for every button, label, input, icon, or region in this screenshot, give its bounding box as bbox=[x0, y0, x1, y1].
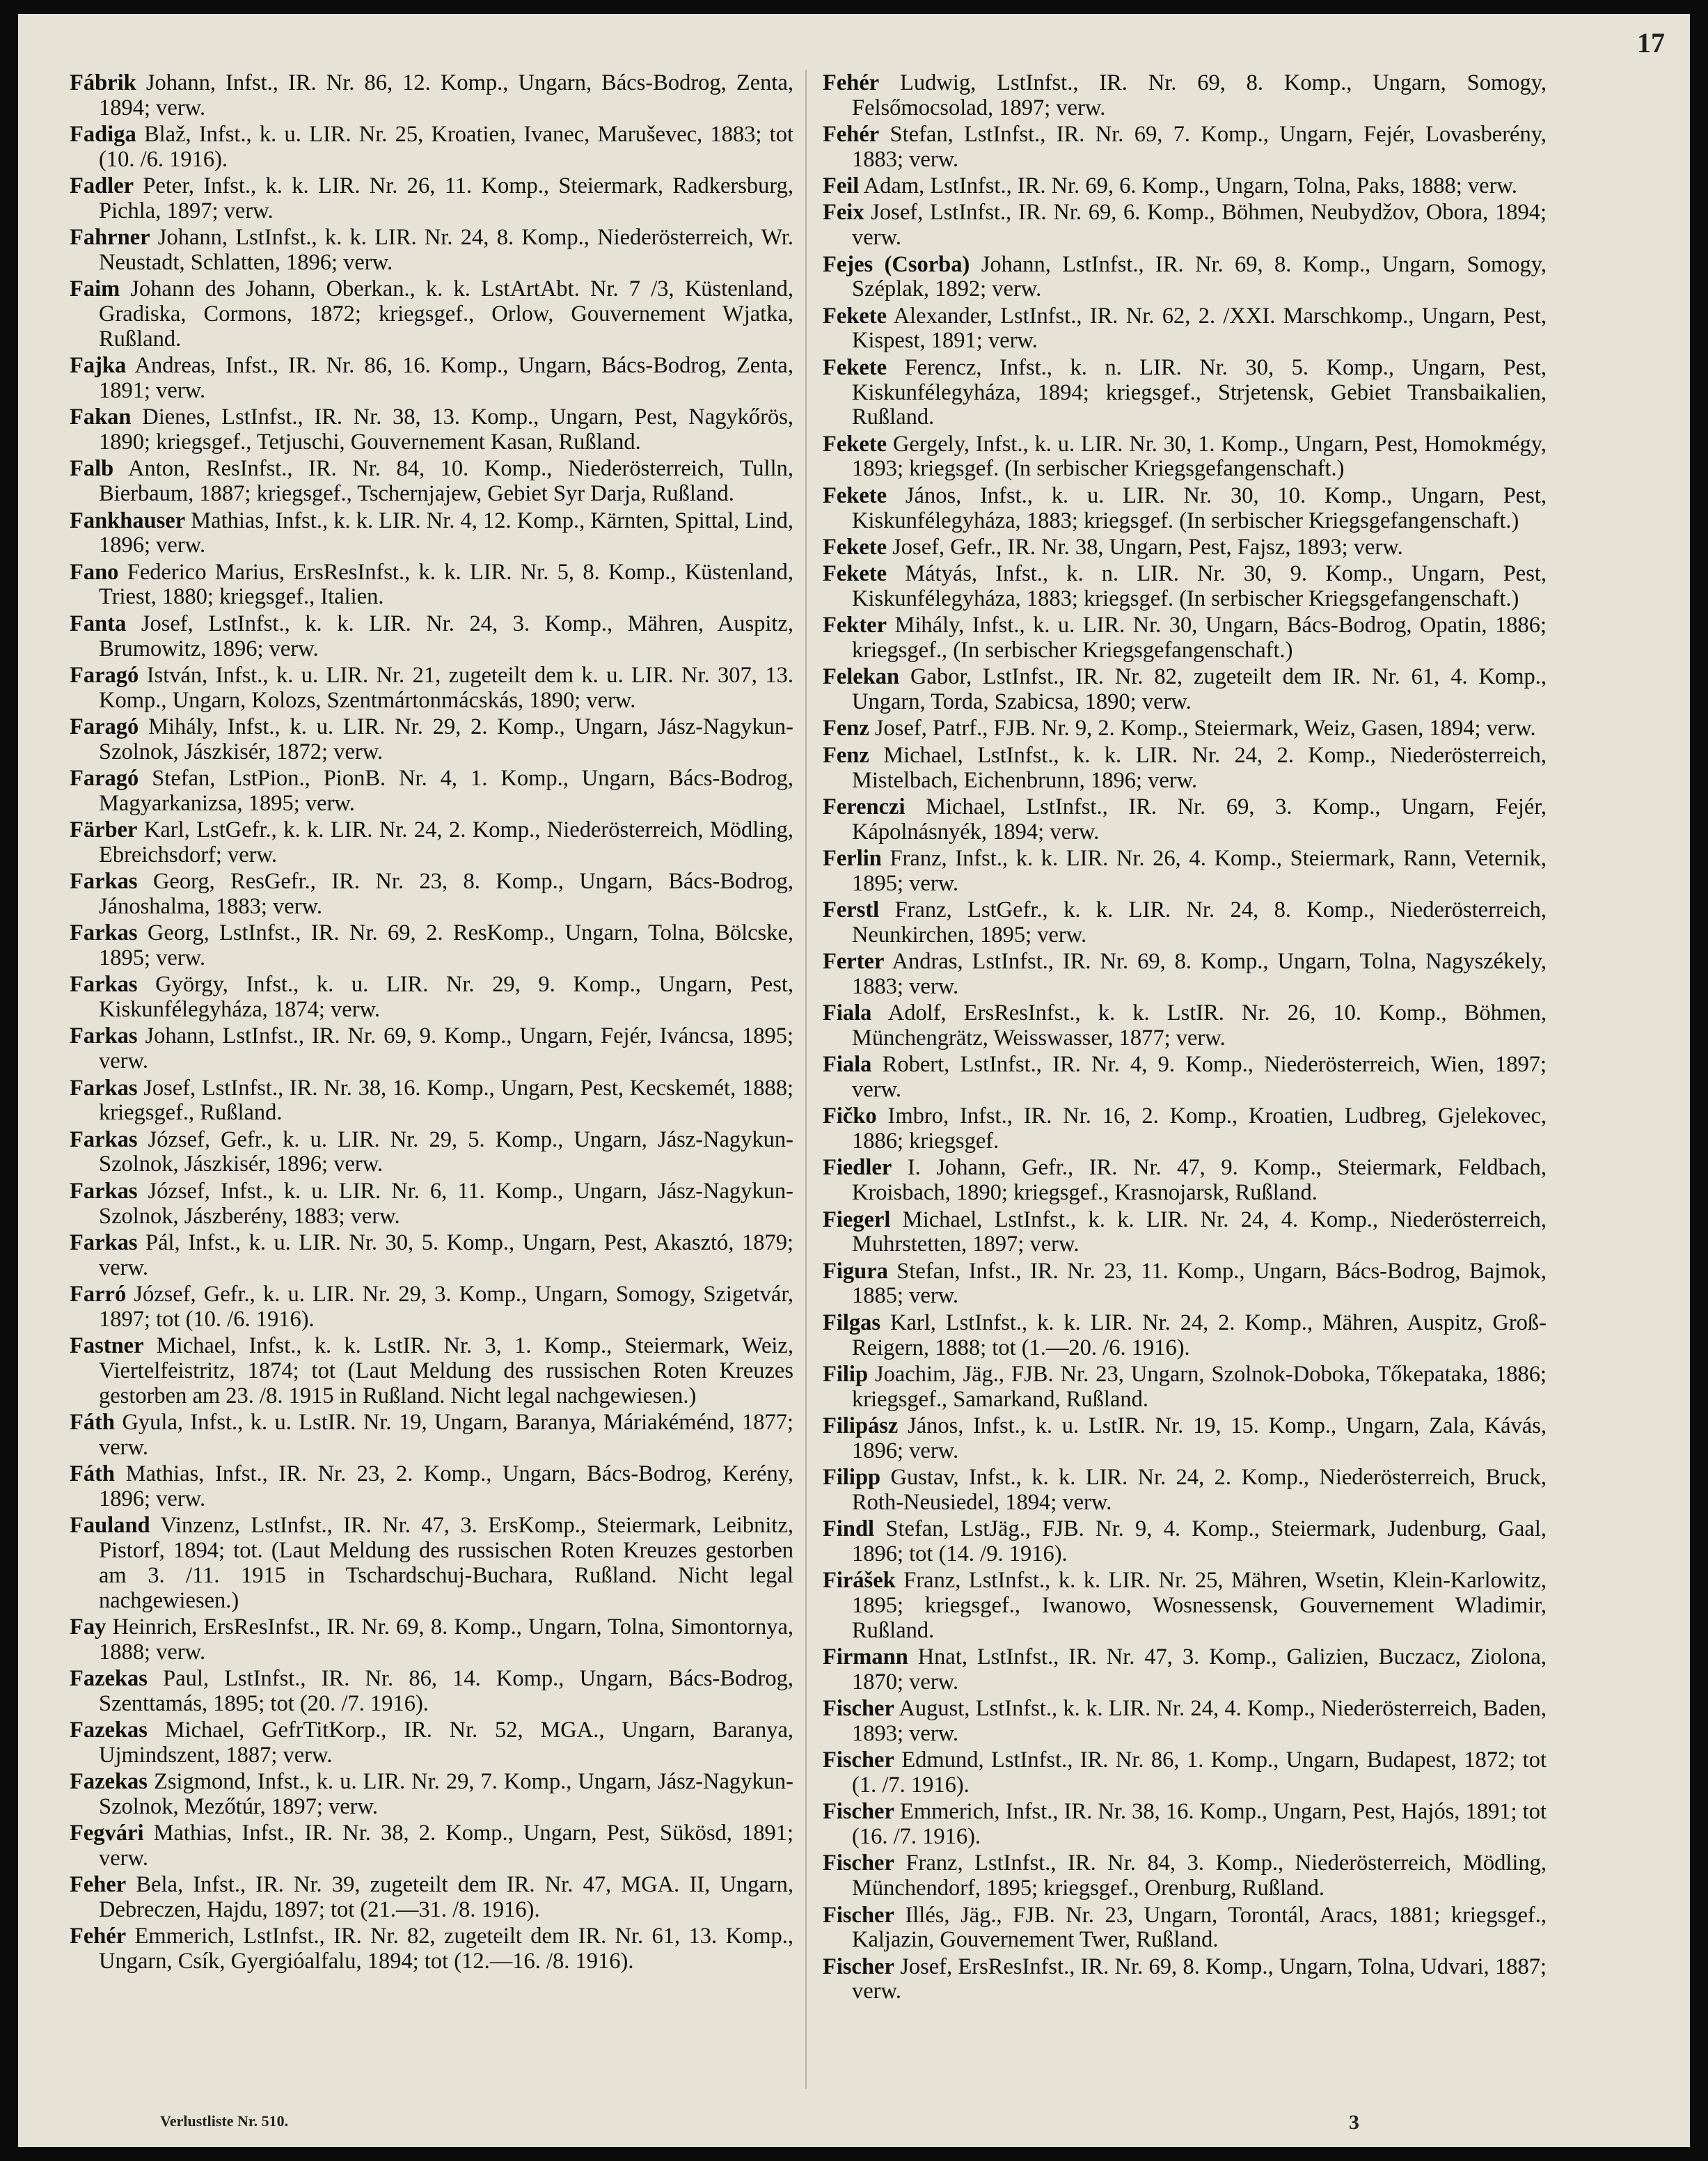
entry-details: Karl, LstInfst., k. k. LIR. Nr. 24, 2. Komp., Mähren, Auspitz, Groß-Reigern, 1888; tot (1.—20. /6. 1916). bbox=[852, 1310, 1547, 1360]
entry-details: György, Infst., k. u. LIR. Nr. 29, 9. Komp., Ungarn, Pest, Kiskunfélegyháza, 1874; verw. bbox=[99, 972, 793, 1023]
entry-details: Franz, LstGefr., k. k. LIR. Nr. 24, 8. Komp., Niederösterreich, Neunkirchen, 1895; verw. bbox=[852, 897, 1547, 948]
entry-surname: Fiedler bbox=[823, 1155, 892, 1181]
casualty-entry bbox=[70, 354, 793, 404]
entry-surname: Farró bbox=[70, 1281, 127, 1307]
casualty-entry bbox=[70, 612, 793, 662]
casualty-entry bbox=[823, 253, 1547, 303]
entry-surname: Fenz bbox=[823, 716, 869, 741]
casualty-entry bbox=[823, 1800, 1547, 1850]
entry-surname: Faragó bbox=[70, 662, 139, 688]
entry-details: Ferencz, Infst., k. n. LIR. Nr. 30, 5. Komp., Ungarn, Pest, Kiskunfélegyháza, 1894; kriegsgef., Strjetensk, Gebiet Transbaikalien, Rußland. bbox=[852, 354, 1547, 430]
casualty-entry bbox=[823, 535, 1547, 560]
casualty-entry bbox=[70, 560, 793, 611]
casualty-entry bbox=[823, 1001, 1547, 1051]
casualty-entry bbox=[823, 123, 1547, 173]
entry-details: Franz, LstInfst., k. k. LIR. Nr. 25, Mähren, Wsetin, Klein-Karlowitz, 1895; kriegsgef., Iwanowo, Wosnessensk, Gouvernement Wladimir, Rußland. bbox=[852, 1568, 1547, 1643]
entry-details: Josef, LstInfst., k. k. LIR. Nr. 24, 3. Komp., Mähren, Auspitz, Brumowitz, 1896; verw. bbox=[99, 611, 793, 661]
entry-surname: Fekete bbox=[823, 303, 887, 329]
entry-surname: Fankhauser bbox=[70, 508, 186, 533]
casualty-entry bbox=[823, 1748, 1547, 1798]
casualty-entry bbox=[823, 795, 1547, 845]
entry-surname: Fekete bbox=[823, 482, 887, 508]
entry-surname: Fekete bbox=[823, 431, 887, 457]
casualty-entry bbox=[70, 277, 793, 352]
casualty-entry bbox=[823, 1697, 1547, 1747]
entry-surname: Filipp bbox=[823, 1465, 881, 1491]
entry-surname: Firmann bbox=[823, 1644, 908, 1670]
casualty-entry bbox=[70, 1282, 793, 1333]
casualty-entry bbox=[70, 1615, 793, 1665]
entry-details: Zsigmond, Infst., k. u. LIR. Nr. 29, 7. Komp., Ungarn, Jász-Nagykun-Szolnok, Mezőtúr, 1897; verw. bbox=[99, 1769, 793, 1819]
entry-surname: Feher bbox=[70, 1872, 127, 1898]
casualty-entry bbox=[70, 663, 793, 714]
entry-surname: Fiegerl bbox=[823, 1207, 891, 1232]
entry-details: Alexander, LstInfst., IR. Nr. 62, 2. /XXI. Marschkomp., Ungarn, Pest, Kispest, 1891; verw. bbox=[852, 303, 1547, 354]
entry-surname: Falb bbox=[70, 456, 114, 482]
entry-details: Stefan, Infst., IR. Nr. 23, 11. Komp., Ungarn, Bács-Bodrog, Bajmok, 1885; verw. bbox=[852, 1258, 1547, 1309]
entry-details: Mathias, Infst., k. k. LIR. Nr. 4, 12. Komp., Kärnten, Spittal, Lind, 1896; verw. bbox=[99, 508, 793, 558]
entry-details: Andreas, Infst., IR. Nr. 86, 16. Komp., Ungarn, Bács-Bodrog, Zenta, 1891; verw. bbox=[99, 353, 793, 404]
casualty-entry bbox=[823, 174, 1547, 199]
footer-list-number: Verlustliste Nr. 510. bbox=[160, 2112, 289, 2130]
entry-details: Franz, LstInfst., IR. Nr. 84, 3. Komp., Niederösterreich, Mödling, Münchendorf, 1895; kriegsgef., Orenburg, Rußland. bbox=[852, 1850, 1547, 1901]
casualty-entry bbox=[70, 1179, 793, 1229]
casualty-entry bbox=[70, 973, 793, 1023]
entry-surname: Ferlin bbox=[823, 845, 882, 871]
entry-surname: Feil bbox=[823, 173, 860, 199]
entry-details: Illés, Jäg., FJB. Nr. 23, Ungarn, Torontál, Aracs, 1881; kriegsgef., Kaljazin, Gouvernement Twer, Rußland. bbox=[852, 1902, 1547, 1953]
casualty-entry bbox=[823, 71, 1547, 121]
entry-details: Pál, Infst., k. u. LIR. Nr. 30, 5. Komp., Ungarn, Pest, Akasztó, 1879; verw. bbox=[99, 1229, 793, 1280]
entry-details: Stefan, LstInfst., IR. Nr. 69, 7. Komp., Ungarn, Fejér, Lovasberény, 1883; verw. bbox=[852, 122, 1547, 172]
entry-surname: Fischer bbox=[823, 1902, 894, 1928]
entry-surname: Fischer bbox=[823, 1747, 894, 1773]
entry-surname: Fischer bbox=[823, 1850, 894, 1876]
entry-surname: Fanta bbox=[70, 611, 127, 636]
entry-surname: Faim bbox=[70, 276, 120, 302]
entry-surname: Fehér bbox=[70, 1924, 127, 1949]
entry-surname: Fegvári bbox=[70, 1821, 144, 1846]
entry-surname: Farkas bbox=[70, 920, 138, 946]
entry-details: Emmerich, Infst., IR. Nr. 38, 16. Komp., Ungarn, Pest, Hajós, 1891; tot (16. /7. 1916). bbox=[852, 1799, 1547, 1850]
casualty-entry bbox=[70, 1462, 793, 1512]
entry-details: Gyula, Infst., k. u. LstIR. Nr. 19, Ungarn, Baranya, Máriakéménd, 1877; verw. bbox=[99, 1409, 793, 1460]
entry-details: Johann, LstInfst., IR. Nr. 69, 9. Komp., Ungarn, Fejér, Iváncsa, 1895; verw. bbox=[99, 1023, 793, 1074]
entry-details: Mathias, Infst., IR. Nr. 38, 2. Komp., Ungarn, Pest, Sükösd, 1891; verw. bbox=[99, 1821, 793, 1871]
entry-surname: Ferenczi bbox=[823, 794, 906, 819]
footer-signature-mark: 3 bbox=[1349, 2111, 1359, 2134]
entry-surname: Fáth bbox=[70, 1409, 115, 1435]
entry-details: Franz, Infst., k. k. LIR. Nr. 26, 4. Komp., Steiermark, Rann, Veternik, 1895; verw. bbox=[852, 845, 1547, 896]
casualty-entry bbox=[70, 1924, 793, 1974]
column-divider bbox=[805, 70, 807, 2089]
casualty-entry bbox=[823, 1156, 1547, 1206]
entry-details: I. Johann, Gefr., IR. Nr. 47, 9. Komp., Steiermark, Feldbach, Kroisbach, 1890; kriegsgef., Krasnojarsk, Rußland. bbox=[852, 1155, 1547, 1206]
casualty-entry bbox=[70, 1334, 793, 1408]
entry-details: Josef, LstInfst., IR. Nr. 69, 6. Komp., Böhmen, Neubydžov, Obora, 1894; verw. bbox=[852, 200, 1547, 251]
entry-surname: Fekete bbox=[823, 354, 887, 380]
entry-surname: Figura bbox=[823, 1258, 888, 1284]
casualty-entry bbox=[70, 767, 793, 817]
casualty-entry bbox=[823, 1903, 1547, 1954]
casualty-entry bbox=[823, 1362, 1547, 1413]
entry-details: Adam, LstInfst., IR. Nr. 69, 6. Komp., Ungarn, Tolna, Paks, 1888; verw. bbox=[859, 173, 1517, 199]
entry-surname: Farkas bbox=[70, 1075, 138, 1101]
casualty-entry bbox=[823, 744, 1547, 794]
entry-surname: Farkas bbox=[70, 1178, 138, 1204]
casualty-entry bbox=[823, 356, 1547, 430]
entry-details: Ludwig, LstInfst., IR. Nr. 69, 8. Komp., Ungarn, Somogy, Felsőmocsolad, 1897; verw. bbox=[852, 70, 1547, 120]
casualty-entry bbox=[70, 1410, 793, 1461]
casualty-entry bbox=[70, 226, 793, 276]
entry-details: Johann des Johann, Oberkan., k. k. LstArtAbt. Nr. 7 /3, Küstenland, Gradiska, Cormons, 1872; kriegsgef., Orlow, Gouvernement Wjatka, Rußland. bbox=[99, 276, 793, 352]
casualty-entry bbox=[823, 1053, 1547, 1103]
casualty-entry bbox=[70, 1667, 793, 1717]
entry-surname: Fazekas bbox=[70, 1718, 148, 1743]
entry-details: Federico Marius, ErsResInfst., k. k. LIR. Nr. 5, 8. Komp., Küstenland, Triest, 1880; kriegsgef., Italien. bbox=[99, 559, 793, 610]
entry-details: Michael, LstInfst., k. k. LIR. Nr. 24, 2. Komp., Niederösterreich, Mistelbach, Eichenbrunn, 1896; verw. bbox=[852, 742, 1547, 793]
casualty-entry bbox=[70, 921, 793, 971]
entry-surname: Fekete bbox=[823, 534, 887, 560]
entry-surname: Firášek bbox=[823, 1568, 896, 1594]
entry-details: Johann, LstInfst., k. k. LIR. Nr. 24, 8. Komp., Niederösterreich, Wr. Neustadt, Schlatten, 1896; verw. bbox=[99, 225, 793, 276]
casualty-entry bbox=[70, 1770, 793, 1820]
casualty-entry bbox=[70, 1821, 793, 1871]
casualty-entry bbox=[70, 71, 793, 121]
entry-surname: Faragó bbox=[70, 766, 139, 792]
entry-details: Emmerich, LstInfst., IR. Nr. 82, zugeteilt dem IR. Nr. 61, 13. Komp., Ungarn, Csík, Gyergióalfalu, 1894; tot (12.—16. /8. 1916). bbox=[99, 1924, 793, 1974]
entry-details: János, Infst., k. u. LstIR. Nr. 19, 15. Komp., Ungarn, Zala, Kávás, 1896; verw. bbox=[852, 1413, 1547, 1463]
entry-details: János, Infst., k. u. LIR. Nr. 30, 10. Komp., Ungarn, Pest, Kiskunfélegyháza, 1883; kriegsgef. (In serbischer Kriegsgefangenschaft.) bbox=[852, 482, 1547, 533]
casualty-entry bbox=[70, 715, 793, 765]
entry-surname: Filipász bbox=[823, 1413, 899, 1438]
entry-details: Joachim, Jäg., FJB. Nr. 23, Ungarn, Szolnok-Doboka, Tőkepataka, 1886; kriegsgef., Samarkand, Rußland. bbox=[852, 1361, 1547, 1412]
casualty-entry bbox=[823, 1517, 1547, 1567]
casualty-entry bbox=[823, 304, 1547, 354]
entry-details: Josef, ErsResInfst., IR. Nr. 69, 8. Komp., Ungarn, Tolna, Udvari, 1887; verw. bbox=[852, 1954, 1547, 2004]
entry-surname: Fajka bbox=[70, 353, 127, 379]
casualty-entry bbox=[70, 123, 793, 173]
entry-surname: Filgas bbox=[823, 1310, 881, 1335]
entry-surname: Fejes (Csorba) bbox=[823, 251, 970, 277]
right-column bbox=[823, 71, 1547, 2006]
casualty-entry bbox=[70, 1873, 793, 1923]
entry-surname: Fekete bbox=[823, 561, 887, 587]
entry-details: Adolf, ErsResInfst., k. k. LstIR. Nr. 26, 10. Komp., Böhmen, Münchengrätz, Weisswasser, 1877; verw. bbox=[852, 1000, 1547, 1051]
entry-details: Josef, Gefr., IR. Nr. 38, Ungarn, Pest, Fajsz, 1893; verw. bbox=[887, 534, 1403, 560]
casualty-entry bbox=[823, 484, 1547, 534]
entry-surname: Faragó bbox=[70, 714, 139, 739]
entry-surname: Fehér bbox=[823, 70, 880, 95]
entry-details: Mihály, Infst., k. u. LIR. Nr. 30, Ungarn, Bács-Bodrog, Opatin, 1886; kriegsgef., (In serbischer Kriegsgefangenschaft.) bbox=[852, 613, 1547, 663]
casualty-entry bbox=[70, 457, 793, 507]
casualty-entry bbox=[823, 1208, 1547, 1258]
entry-surname: Fáth bbox=[70, 1461, 115, 1487]
entry-details: József, Gefr., k. u. LIR. Nr. 29, 3. Komp., Ungarn, Somogy, Szigetvár, 1897; tot (10. /6. 1916). bbox=[99, 1281, 793, 1332]
entry-details: Paul, LstInfst., IR. Nr. 86, 14. Komp., Ungarn, Bács-Bodrog, Szenttamás, 1895; tot (20. /7. 1916). bbox=[99, 1665, 793, 1716]
entry-surname: Fauland bbox=[70, 1513, 150, 1539]
casualty-entry bbox=[70, 174, 793, 224]
entry-surname: Fiala bbox=[823, 1000, 872, 1026]
entry-details: Andras, LstInfst., IR. Nr. 69, 8. Komp., Ungarn, Tolna, Nagyszékely, 1883; verw. bbox=[852, 949, 1547, 999]
entry-details: Georg, LstInfst., IR. Nr. 69, 2. ResKomp., Ungarn, Tolna, Bölcske, 1895; verw. bbox=[99, 920, 793, 971]
casualty-entry bbox=[823, 1465, 1547, 1516]
casualty-entry bbox=[823, 898, 1547, 948]
entry-details: Robert, LstInfst., IR. Nr. 4, 9. Komp., Niederösterreich, Wien, 1897; verw. bbox=[852, 1052, 1547, 1103]
entry-surname: Fahrner bbox=[70, 225, 150, 251]
casualty-entry bbox=[823, 665, 1547, 715]
entry-surname: Fábrik bbox=[70, 70, 136, 95]
entry-details: Blaž, Infst., k. u. LIR. Nr. 25, Kroatien, Ivanec, Maruševec, 1883; tot (10. /6. 1916). bbox=[99, 122, 793, 172]
entry-details: István, Infst., k. u. LIR. Nr. 21, zugeteilt dem k. u. LIR. Nr. 307, 13. Komp., Ungarn, Kolozs, Szentmártonmácskás, 1890; verw. bbox=[99, 662, 793, 713]
casualty-entry bbox=[70, 1514, 793, 1613]
entry-details: Michael, Infst., k. k. LstIR. Nr. 3, 1. Komp., Steiermark, Weiz, Viertelfeistritz, 1874; tot (Laut Meldung des russischen Roten Kreuzes gestorben am 23. /8. 1915 in Rußland. Nicht legal nachgewiesen.) bbox=[99, 1333, 793, 1408]
entry-surname: Farkas bbox=[70, 972, 138, 998]
entry-details: Bela, Infst., IR. Nr. 39, zugeteilt dem IR. Nr. 47, MGA. II, Ungarn, Debreczen, Hajdu, 1897; tot (21.—31. /8. 1916). bbox=[99, 1872, 793, 1923]
entry-surname: Fadiga bbox=[70, 122, 136, 148]
entry-details: Peter, Infst., k. k. LIR. Nr. 26, 11. Komp., Steiermark, Radkersburg, Pichla, 1897; verw. bbox=[99, 173, 793, 223]
casualty-entry bbox=[70, 1128, 793, 1178]
entry-details: Imbro, Infst., IR. Nr. 16, 2. Komp., Kroatien, Ludbreg, Gjelekovec, 1886; kriegsgef. bbox=[852, 1103, 1547, 1154]
entry-details: József, Gefr., k. u. LIR. Nr. 29, 5. Komp., Ungarn, Jász-Nagykun-Szolnok, Jászkisér, 1896; verw. bbox=[99, 1126, 793, 1177]
entry-details: Michael, LstInfst., k. k. LIR. Nr. 24, 4. Komp., Niederösterreich, Muhrstetten, 1897; verw. bbox=[852, 1207, 1547, 1257]
casualty-entry bbox=[823, 432, 1547, 482]
entry-details: Gabor, LstInfst., IR. Nr. 82, zugeteilt dem IR. Nr. 61, 4. Komp., Ungarn, Torda, Szabicsa, 1890; verw. bbox=[852, 664, 1547, 715]
entry-details: Mathias, Infst., IR. Nr. 23, 2. Komp., Ungarn, Bács-Bodrog, Kerény, 1896; verw. bbox=[99, 1461, 793, 1511]
casualty-entry bbox=[823, 1104, 1547, 1154]
entry-details: Georg, ResGefr., IR. Nr. 23, 8. Komp., Ungarn, Bács-Bodrog, Jánoshalma, 1883; verw. bbox=[99, 869, 793, 919]
entry-details: Heinrich, ErsResInfst., IR. Nr. 69, 8. Komp., Ungarn, Tolna, Simontornya, 1888; verw. bbox=[99, 1614, 793, 1665]
casualty-entry bbox=[70, 1024, 793, 1074]
entry-surname: Fazekas bbox=[70, 1769, 148, 1795]
entry-details: Edmund, LstInfst., IR. Nr. 86, 1. Komp., Ungarn, Budapest, 1872; tot (1. /7. 1916). bbox=[852, 1747, 1547, 1798]
casualty-entry bbox=[823, 613, 1547, 663]
casualty-entry bbox=[70, 405, 793, 455]
entry-details: Mátyás, Infst., k. n. LIR. Nr. 30, 9. Komp., Ungarn, Pest, Kiskunfélegyháza, 1883; kriegsgef. (In serbischer Kriegsgefangenschaft.) bbox=[852, 561, 1547, 611]
entry-details: Josef, Patrf., FJB. Nr. 9, 2. Komp., Steiermark, Weiz, Gasen, 1894; verw. bbox=[869, 716, 1536, 741]
entry-surname: Fekter bbox=[823, 613, 887, 638]
casualty-entry bbox=[823, 950, 1547, 1000]
entry-surname: Fakan bbox=[70, 404, 132, 430]
entry-surname: Ferter bbox=[823, 949, 885, 975]
entry-details: Stefan, LstJäg., FJB. Nr. 9, 4. Komp., Steiermark, Judenburg, Gaal, 1896; tot (14. /9. 1916). bbox=[852, 1516, 1547, 1566]
page-number: 17 bbox=[1637, 27, 1665, 58]
entry-details: Karl, LstGefr., k. k. LIR. Nr. 24, 2. Komp., Niederösterreich, Mödling, Ebreichsdorf; verw. bbox=[99, 817, 793, 867]
entry-surname: Fazekas bbox=[70, 1665, 148, 1691]
entry-surname: Fischer bbox=[823, 1696, 894, 1722]
entry-surname: Fastner bbox=[70, 1333, 144, 1359]
casualty-entry bbox=[823, 1414, 1547, 1464]
entry-surname: Fano bbox=[70, 559, 119, 585]
entry-surname: Farkas bbox=[70, 1126, 138, 1152]
casualty-entry bbox=[823, 1259, 1547, 1310]
entry-details: Josef, LstInfst., IR. Nr. 38, 16. Komp., Ungarn, Pest, Kecskemét, 1888; kriegsgef., Rußland. bbox=[99, 1075, 793, 1126]
entry-surname: Fičko bbox=[823, 1103, 877, 1129]
entry-surname: Ferstl bbox=[823, 897, 880, 922]
left-column bbox=[70, 71, 793, 1976]
casualty-entry bbox=[823, 1569, 1547, 1643]
entry-surname: Fiala bbox=[823, 1052, 872, 1078]
entry-details: August, LstInfst., k. k. LIR. Nr. 24, 4. Komp., Niederösterreich, Baden, 1893; verw. bbox=[852, 1696, 1547, 1746]
entry-surname: Fehér bbox=[823, 122, 880, 148]
casualty-entry bbox=[823, 716, 1547, 741]
entry-details: Vinzenz, LstInfst., IR. Nr. 47, 3. ErsKomp., Steiermark, Leibnitz, Pistorf, 1894; tot. (Laut Meldung des russischen Roten Kreuzes gestorben am 3. /11. 1915 in Tschardschuj-Buchara, Rußland. Nicht legal nachgewiesen.) bbox=[99, 1513, 793, 1613]
casualty-entry bbox=[823, 1311, 1547, 1361]
entry-details: Mihály, Infst., k. u. LIR. Nr. 29, 2. Komp., Ungarn, Jász-Nagykun-Szolnok, Jászkisér, 1872; verw. bbox=[99, 714, 793, 764]
entry-details: Gustav, Infst., k. k. LIR. Nr. 24, 2. Komp., Niederösterreich, Bruck, Roth-Neusiedel, 1894; verw. bbox=[852, 1465, 1547, 1515]
entry-surname: Fenz bbox=[823, 742, 869, 768]
entry-details: Michael, LstInfst., IR. Nr. 69, 3. Komp., Ungarn, Fejér, Kápolnásnyék, 1894; verw. bbox=[852, 794, 1547, 844]
casualty-entry bbox=[70, 509, 793, 559]
casualty-entry bbox=[823, 1645, 1547, 1695]
entry-details: József, Infst., k. u. LIR. Nr. 6, 11. Komp., Ungarn, Jász-Nagykun-Szolnok, Jászberény, 1883; verw. bbox=[99, 1178, 793, 1229]
casualty-entry bbox=[823, 1851, 1547, 1901]
entry-surname: Findl bbox=[823, 1516, 875, 1542]
casualty-entry bbox=[70, 1231, 793, 1281]
casualty-entry bbox=[70, 870, 793, 920]
entry-surname: Farkas bbox=[70, 869, 138, 895]
entry-surname: Filip bbox=[823, 1361, 869, 1387]
entry-surname: Feix bbox=[823, 200, 864, 226]
entry-details: Michael, GefrTitKorp., IR. Nr. 52, MGA., Ungarn, Baranya, Ujmindszent, 1887; verw. bbox=[99, 1718, 793, 1768]
entry-details: Hnat, LstInfst., IR. Nr. 47, 3. Komp., Galizien, Buczacz, Ziolona, 1870; verw. bbox=[852, 1644, 1547, 1695]
entry-surname: Farkas bbox=[70, 1023, 138, 1049]
casualty-entry bbox=[823, 847, 1547, 897]
entry-surname: Färber bbox=[70, 817, 138, 843]
entry-details: Johann, Infst., IR. Nr. 86, 12. Komp., Ungarn, Bács-Bodrog, Zenta, 1894; verw. bbox=[99, 70, 793, 120]
entry-details: Johann, LstInfst., IR. Nr. 69, 8. Komp., Ungarn, Somogy, Széplak, 1892; verw. bbox=[852, 251, 1547, 302]
casualty-entry bbox=[70, 818, 793, 868]
casualty-entry bbox=[70, 1076, 793, 1126]
entry-details: Stefan, LstPion., PionB. Nr. 4, 1. Komp., Ungarn, Bács-Bodrog, Magyarkanizsa, 1895; verw. bbox=[99, 766, 793, 816]
casualty-entry bbox=[823, 562, 1547, 612]
casualty-entry bbox=[70, 1718, 793, 1768]
entry-details: Gergely, Infst., k. u. LIR. Nr. 30, 1. Komp., Ungarn, Pest, Homokmégy, 1893; kriegsgef. (In serbischer Kriegsgefangenschaft.) bbox=[852, 431, 1547, 482]
entry-surname: Felekan bbox=[823, 664, 900, 690]
entry-surname: Fischer bbox=[823, 1799, 894, 1825]
entry-details: Dienes, LstInfst., IR. Nr. 38, 13. Komp., Ungarn, Pest, Nagykőrös, 1890; kriegsgef., Tetjuschi, Gouvernement Kasan, Rußland. bbox=[99, 404, 793, 455]
entry-surname: Farkas bbox=[70, 1229, 138, 1255]
entry-surname: Fadler bbox=[70, 173, 134, 199]
entry-surname: Fay bbox=[70, 1614, 106, 1640]
casualty-entry bbox=[823, 201, 1547, 251]
entry-surname: Fischer bbox=[823, 1954, 894, 1979]
entry-details: Anton, ResInfst., IR. Nr. 84, 10. Komp., Niederösterreich, Tulln, Bierbaum, 1887; kriegsgef., Tschernjajew, Gebiet Syr Darja, Rußland. bbox=[99, 456, 793, 507]
casualty-entry bbox=[823, 1955, 1547, 2005]
document-page bbox=[18, 14, 1690, 2147]
